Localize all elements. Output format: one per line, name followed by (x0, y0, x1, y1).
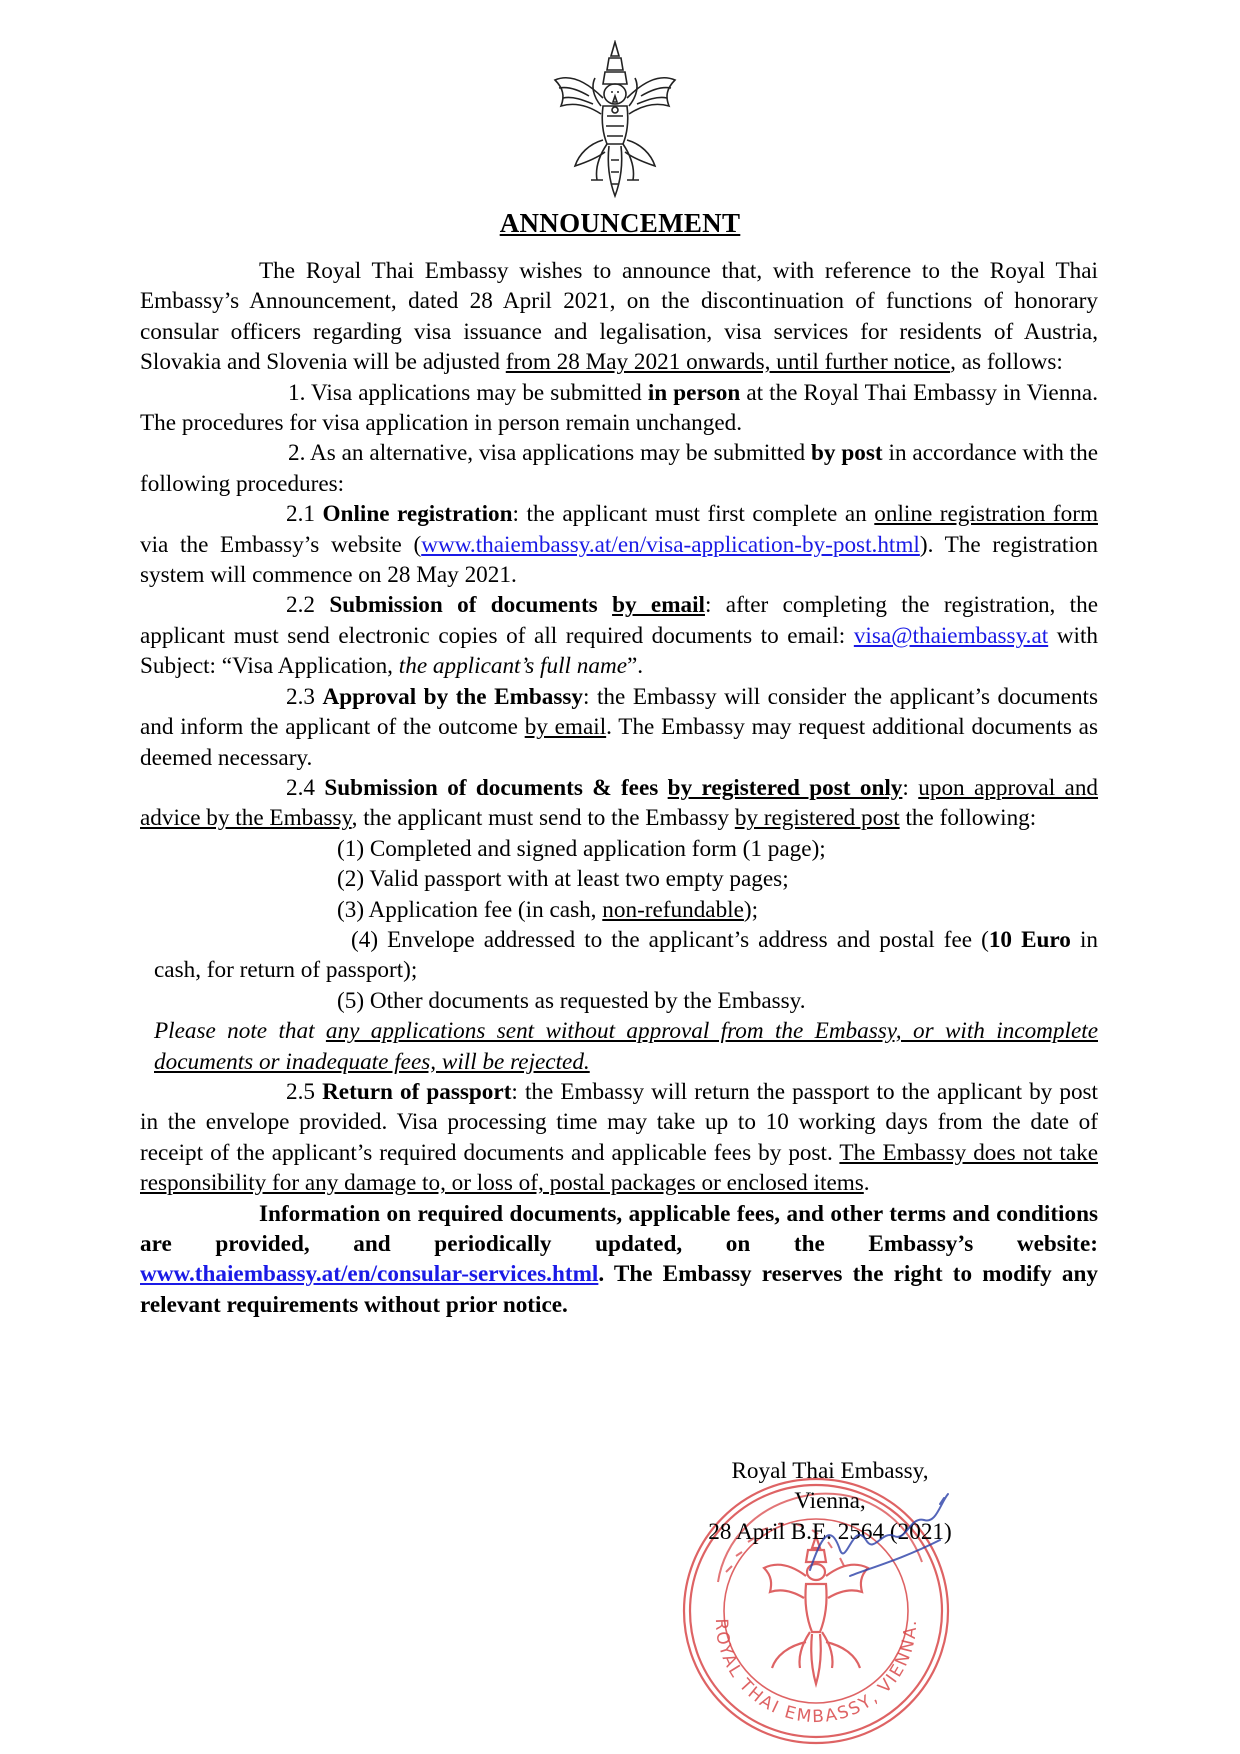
list-item: (3) Application fee (in cash, non-refundable); (337, 896, 759, 923)
list-item: (1) Completed and signed application form (1 page); (337, 835, 826, 862)
garuda-emblem (545, 40, 685, 200)
svg-text:ROYAL THAI EMBASSY, VIENNA. (711, 1618, 921, 1727)
signature-line-1: Royal Thai Embassy, (731, 1458, 929, 1484)
visa-email-link[interactable]: visa@thaiembassy.at (853, 622, 1049, 649)
section-2: 2. As an alternative, visa applications may be submitted by post in accordance with the following procedures: (140, 440, 1098, 497)
rejection-note: Please note that any applications sent without approval from the Embassy, or with incomplete documents or inadequate fees, will be rejected. (154, 1018, 1098, 1075)
consular-services-link[interactable]: www.thaiembassy.at/en/consular-services.html (140, 1261, 599, 1288)
visa-by-post-link[interactable]: www.thaiembassy.at/en/visa-application-by-post.html (421, 531, 920, 558)
section-2-5: 2.5 Return of passport: the Embassy will return the passport to the applicant by post in the envelope provided. Visa processing time may take up to 10 working days from the date of receipt of the applicant’s required documents and applicable fees by post. The Embassy does not take responsibility for any damage to, or loss of, postal packages or enclosed items. (140, 1078, 1099, 1197)
signature-line-3: 28 April B.E. 2564 (2021) (708, 1518, 952, 1545)
handwritten-signature (790, 1480, 970, 1600)
section-1: 1. Visa applications may be submitted in person at the Royal Thai Embassy in Vienna. The procedures for visa application in person remain unchanged. (140, 379, 1098, 437)
announcement-title: ANNOUNCEMENT (499, 208, 741, 238)
section-2-1: 2.1 Online registration: the applicant must first complete an online registration form via the Embassy’s website (www.thaiembassy.at/en/visa-application-by-post.html). The registration system will commence on 28 May 2021. (140, 501, 1098, 589)
section-2-3: 2.3 Approval by the Embassy: the Embassy will consider the applicant’s documents and inform the applicant of the outcome by email. The Embassy may request additional documents as deemed necessary. (140, 683, 1099, 771)
list-item: (4) Envelope addressed to the applicant’s address and postal fee (10 Euro in cash, for return of passport); (154, 926, 1098, 984)
signature-line-2: Vienna, (794, 1488, 866, 1515)
section-2-4: 2.4 Submission of documents & fees by registered post only: upon approval and advice by the Embassy, the applicant must send to the Embassy by registered post the following: (140, 774, 1099, 832)
list-item: (2) Valid passport with at least two empty pages; (337, 866, 789, 893)
announcement-body (140, 256, 1098, 1320)
final-notice: Information on required documents, applicable fees, and other terms and conditions are provided, and periodically updated, on the Embassy’s website: www.thaiembassy.at/en/consular-services.html. The Embassy reserves the right to modify any relevant requirements without prior notice. (140, 1200, 1098, 1318)
list-item: (5) Other documents as requested by the Embassy. (337, 987, 806, 1014)
seal-text: ROYAL THAI EMBASSY, VIENNA. (710, 1618, 922, 1728)
section-2-2: 2.2 Submission of documents by email: after completing the registration, the applicant must send electronic copies of all required documents to email: visa@thaiembassy.at with Subject: “Visa Application, the applicant’s full name”. (140, 592, 1099, 680)
intro-paragraph: The Royal Thai Embassy wishes to announce that, with reference to the Royal Thai Embassy’s Announcement, dated 28 April 2021, on the discontinuation of functions of honorary consular officers regarding visa issuance and legalisation, visa services for residents of Austria, Slovakia and Slovenia will be adjusted from 28 May 2021 onwards, until further notice, as follows: (140, 258, 1098, 376)
